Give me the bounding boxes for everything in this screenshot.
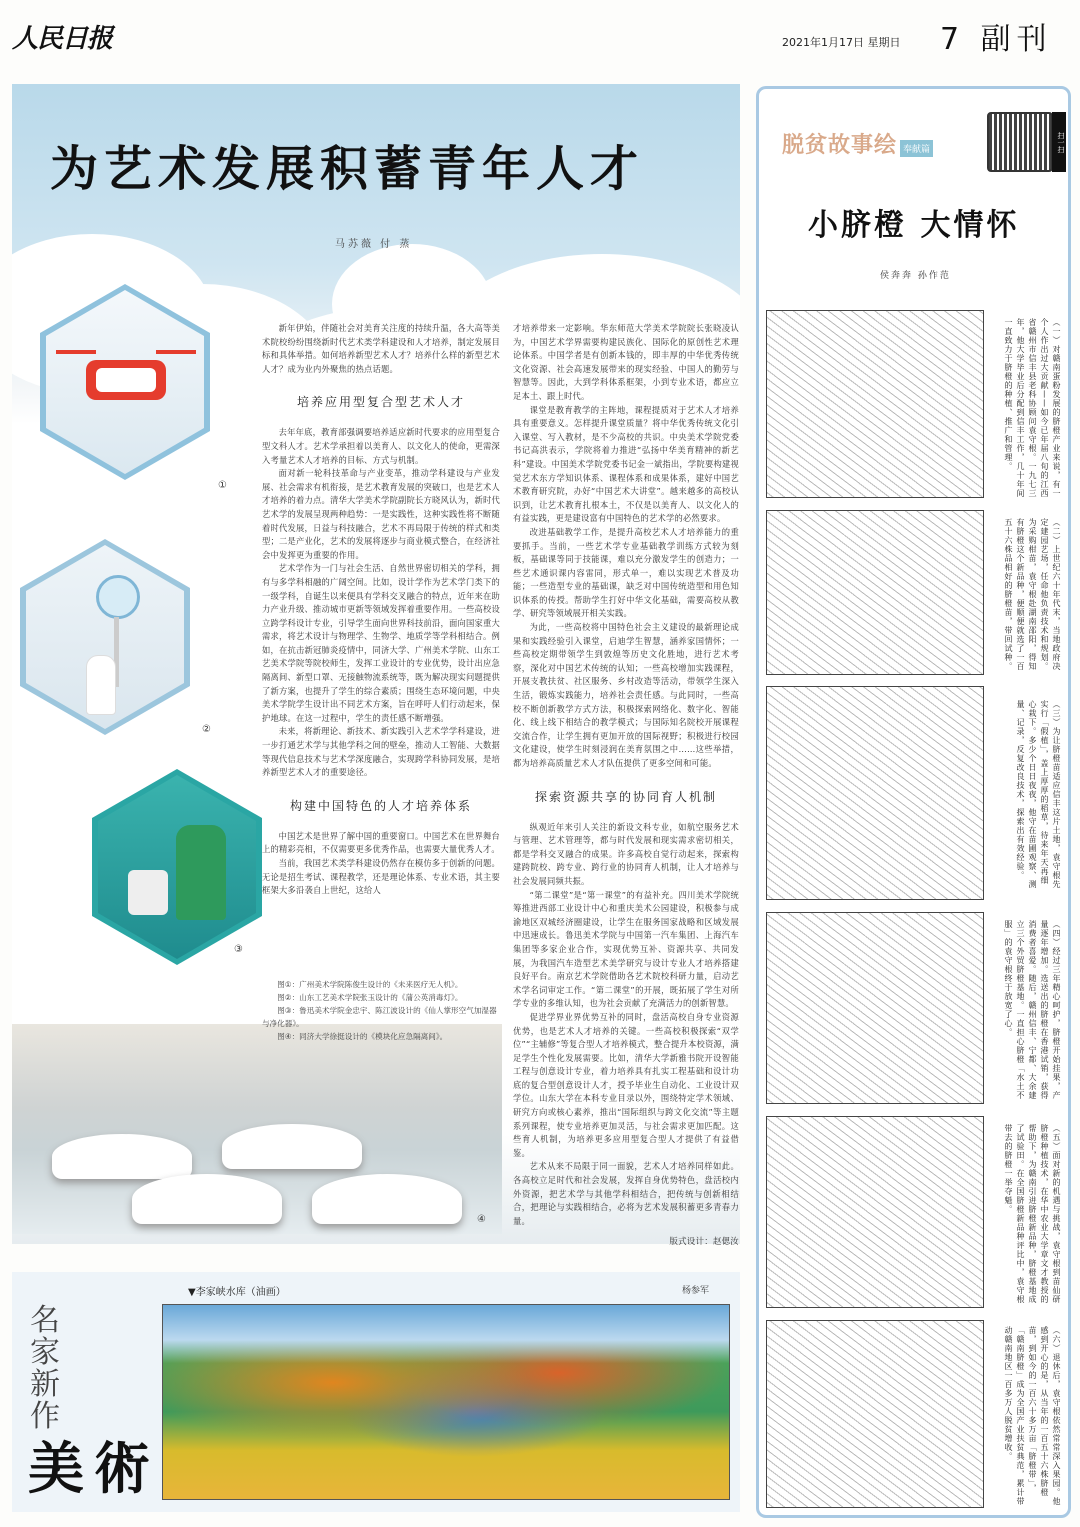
figure-2-lamp <box>20 539 190 735</box>
sketch-panel-2 <box>766 510 984 675</box>
qr-code-icon[interactable] <box>987 112 1053 172</box>
newspaper-logo: 人民日报 <box>12 24 113 54</box>
column-brand-tag: 奉献篇 <box>900 140 933 157</box>
story-byline: 侯奔奔 孙作范 <box>880 271 951 281</box>
column-title-small: 名家新作 <box>30 1303 60 1434</box>
figure-3-humidifier <box>92 769 262 965</box>
painting-artist: 杨参军 <box>682 1286 710 1296</box>
caption: 图②：山东工艺美术学院张玉设计的《蒲公英消毒灯》。 <box>277 993 463 1002</box>
paragraph: 课堂是教育教学的主阵地，课程提质对于艺术人才培养具有重要意义。怎样提升课堂质量？将中华优秀传统文化引入课堂、写入教材，是不少高校的共识。中央美术学院党委书记高洪表示，学院将着力推进“弘扬中华美育精神的新艺科”建设。中国美术学院党委书记金一斌指出，学院要构建视觉艺术东方学知识体系、课程体系和成果体系，建好中国艺术教育研究院，办好“中国艺术大讲堂”。越来越多的高校认识到，让艺术教育扎根本土，不仅是以美育人、以文化人的有益实践，更是建设富有中国特色的艺术学的必然要求。 <box>513 404 739 524</box>
sketch-panel-6 <box>766 1320 984 1508</box>
sketch-panel-3 <box>766 686 984 900</box>
qr-scan-label: 扫一扫 <box>1052 112 1066 172</box>
paragraph: 才培养带来一定影响。华东师范大学美术学院院长张晓凌认为，中国艺术学界需要构建民族化、国际化的原创性艺术理论体系。中国学者是有创新本钱的，即丰厚的中华优秀传统文化资源、社会高速发展带来的现实经验、中国人的勤劳与智慧等。因此，大到学科体系框架，小到专业术语，都应立足本土、跟上时代。 <box>513 323 739 401</box>
paragraph: 未来，将新理论、新技术、新实践引入艺术学学科建设，进一步打通艺术学与其他学科之间的壁垒，推动人工智能、大数据等现代信息技术与艺术学深度融合，实现跨学科协同发展，是培养新型艺术人才的重要途径。 <box>262 726 500 778</box>
intro-paragraph: 新年伊始，伴随社会对美育关注度的持续升温，各大高等美术院校纷纷围绕新时代艺术类学科建设和人才培养，制定发展目标和具体举措。如何培养新型艺术人才？培养什么样的新型艺术人才？成为业内外聚焦的热点话题。 <box>262 323 500 374</box>
paragraph: 艺术学作为一门与社会生活、自然世界密切相关的学科，拥有与多学科相融的广阔空间。比如，设计学作为艺术学门类下的一级学科，自诞生以来便具有学科交叉融合的特点，近年来在助力产业升级、推动城市更新等领域发挥着重要作用。一些高校设立跨学科设计专业，引导学生面向世界科技前沿，面向国家重大需求，将艺术设计与物理学、生物学、地质学等学科相结合。例如，在抗击新冠肺炎疫情中，同济大学、广州美术学院、山东工艺美术学院等院校师生，发挥工业设计的专业优势，设计出应急隔离间、新型口罩、无接触物流系统等，既为解决现实问题提供了新方案，也提升了学生的综合素质；围绕生态环境问题，中央美术学院学生设计出不同艺术方案，旨在呼吁人们行动起来，保护地球。在这一过程中，学生的责任感不断增强。 <box>262 563 500 723</box>
paragraph: 改进基础教学工作，是提升高校艺术人才培养能力的重要抓手。当前，一些艺术学专业基础教学训练方式较为刻板，基础课等同于技能课，难以充分激发学生的创造力；一些艺术通识课内容雷同，形式单一，难以实现艺术普及功能；一些造型专业的基础课，缺乏对中国传统造型和用色知识体系的传授。帮助学生打好中华文化基础，需要高校从教学、研究等领域展开相关实践。 <box>513 526 739 619</box>
painting-caption: ▼李家峡水库（油画） <box>188 1287 286 1298</box>
paragraph: 艺术从来不局限于同一面貌，艺术人才培养同样如此。各高校立足时代和社会发展，发挥自身优势特色，盘活校内外资源，把艺术学与其他学科相结合，把传统与创新相结合，把理论与实践相结合，必将为艺术发展积蓄更多青春力量。 <box>513 1161 739 1226</box>
story-title: 小脐橙 大情怀 <box>808 208 1020 243</box>
section-heading: 培养应用型复合型艺术人才 <box>296 395 465 410</box>
section-heading: 构建中国特色的人才培养体系 <box>289 798 472 813</box>
oil-painting-image <box>162 1304 730 1500</box>
caption: 图①：广州美术学院陈俊生设计的《未来医疗无人机》。 <box>277 980 463 989</box>
panel-caption-5: （五）面对新的机遇与挑战，袁守根到苗仙研脐橙种植技术，在华中农业大学章文才教授的帮助下，为赣南引进脐橙新品种，脐橙基地成了试验田。在全国脐橙新品种评比中，袁守根带去的脐橙一举夺魁。 <box>1004 1124 1061 1304</box>
figure-label-2: ② <box>202 724 211 735</box>
panel-caption-3: （三）为让脐橙苗适应信丰这片土地，袁守根先实行「假植」，盖上厚厚的稻草，待来年天再细心栽下。多少个日日夜夜，他守在苗圃观察、测量、记录，反复改良技术，探索出有效经验。 <box>1016 700 1061 889</box>
article-column-2 <box>513 322 739 1250</box>
paragraph: “第二课堂”是“第一课堂”的有益补充。四川美术学院统筹推进西部工业设计中心和重庆美术公园建设，积极参与成渝地区双城经济圈建设，让学生在服务国家战略和区域发展中迅速成长。鲁迅美术学院与中国第一汽车集团、上海汽车集团等多家企业合作，实现优势互补、资源共享、共同发展，为我国汽车造型艺术美学研究与设计专业人才培养搭建良好平台。南京艺术学院借助各艺术院校科研力量，启动艺术学名词审定工作。“第二课堂”的开展，既拓展了学生对所学专业的多维认知，也为社会贡献了充满活力的创新智慧。 <box>513 889 739 1009</box>
sketch-panel-4 <box>766 912 984 1104</box>
figure-4-isolation-room <box>12 1024 502 1234</box>
paragraph: 当前，我国艺术类学科建设仍然存在模仿多于创新的问题。无论是招生考试、课程教学，还是理论体系、专业术语，其主要框架大多沿袭自上世纪，这给人 <box>262 858 500 896</box>
panel-caption-1: （一）对赣南蛋粉发展的脐橙产业来说，有一个人作出过大贡献——如今已年届八旬的江西省赣州市信丰县老科协顾问袁守根。一九七三年，他大学毕业后分配到信丰工作，几十年间一直致力于脐橙的种植、推广和管理。 <box>1004 318 1061 498</box>
panel-caption-6: （六）退休后，袁守根依然常常深入果园。他感到开心的是，从当年的一百五十六株脐橙苗，到如今的一百六十多万亩「脐橙带」，「赣南脐橙」成为全国产业扶贫典范，累计带动赣南地区一百多万人脱贫增收。 <box>1004 1326 1061 1506</box>
column-title-large: 美術 <box>28 1436 160 1502</box>
figure-captions <box>262 978 500 1043</box>
issue-date: 2021年1月17日 星期日 <box>782 36 901 49</box>
paragraph: 为此，一些高校将中国特色社会主义建设的最新理论成果和实践经验引入课堂，启迪学生智慧，涵养家国情怀；一些高校定期带领学生到敦煌等历史文化胜地，进行艺术考察，深化对中国艺术传统的认知；一些高校增加实践课程，开展支教扶贫、社区服务、乡村改造等活动，带领学生深入生活，锻炼实践能力，培养社会责任感。与此同时，一些高校不断创新教学方式方法，积极探索网络化、数字化、智能化、线上线下相结合的教学模式；与国际知名院校开展课程交流合作，让学生拥有更加开放的国际视野；积极进行校园文化建设，使学生时刻浸润在美育氛围之中……这些举措，都为培养高质量艺术人才队伍提供了更多空间和可能。 <box>513 622 739 768</box>
figure-label-3: ③ <box>234 944 243 955</box>
paragraph: 纵观近年来引人关注的新设文科专业，如航空服务艺术与管理、艺术管理等，都与时代发展和现实需求密切相关，都是学科交叉融合的成果。许多高校自觉行动起来，探索构建跨院校、跨专业、跨行业的协同育人机制，让人才培养与社会发展同频共振。 <box>513 821 739 886</box>
layout-credit: 版式设计：赵偲汝 <box>669 1237 739 1248</box>
sketch-panel-1 <box>766 310 984 498</box>
sketch-panel-5 <box>766 1116 984 1308</box>
figure-label-4: ④ <box>477 1214 486 1225</box>
paragraph: 去年年底，教育部强调要培养适应新时代要求的应用型复合型文科人才。艺术学承担着以美育人、以文化人的使命，更需深入考量艺术人才培养的目标、方式与机制。 <box>262 427 500 465</box>
article-headline: 为艺术发展积蓄青年人才 <box>50 141 645 197</box>
column-brand: 脱贫故事绘 <box>782 133 898 158</box>
panel-caption-4: （四）经过三年精心呵护，脐橙开始挂果，产量逐年增加。选送出的脐橙在香港试销，获得消费者喜爱。随后，赣州信丰、宁都、大余建立三个外贸脐橙基地。一直担心脐橙「水土不服」的袁守根终于放宽了心。 <box>1004 920 1061 1100</box>
figure-label-1: ① <box>218 480 227 491</box>
paragraph: 促进学界业界优势互补的同时，盘活高校自身专业资源优势，也是艺术人才培养的关键。一些高校积极探索“双学位”“主辅修”等复合型人才培养模式，整合提升本校资源，满足学生个性化发展需要。比如，清华大学新雅书院开设智能工程与创意设计专业，着力培养具有扎实工程基础和设计功底的复合型创意设计人才，授予毕业生自动化、工业设计双学位。山东大学在本科专业目录以外，围绕特定学术领域、研究方向或核心素养，推出“国际组织与跨文化交流”等主题系列课程，使专业培养更加灵活，与社会需求更加匹配。这些育人机制，为培养更多应用型复合型人才提供了有益借鉴。 <box>513 1011 739 1158</box>
paragraph: 中国艺术是世界了解中国的重要窗口。中国艺术在世界舞台上的精彩亮相，不仅需要更多优秀作品，也需要大量优秀人才。 <box>262 830 500 855</box>
paragraph: 面对新一轮科技革命与产业变革，推动学科建设与产业发展、社会需求有机衔接，是艺术教育发展的突破口，也是艺术人才培养的着力点。清华大学美术学院副院长方晓风认为，新时代艺术学的发展呈现两种趋势：一是实践性，这种实践性将不断随着时代发展，日益与科技融合，艺术不再局限于传统的样式和类型；二是产业化，艺术的发展将逐步与商业模式整合，在经济社会中发挥更为重要的作用。 <box>262 468 500 560</box>
caption: 图③：鲁迅美术学院金忠宇、陈江波设计的《仙人掌形空气加湿器与净化器》。 <box>262 1006 497 1028</box>
article-byline: 马苏薇 付 蒸 <box>335 239 413 250</box>
article-column-1 <box>262 322 500 898</box>
caption: 图④：同济大学徐挺设计的《模块化应急隔离间》。 <box>277 1032 448 1041</box>
page-number: 7 副刊 <box>940 22 1053 57</box>
panel-caption-2: （二）上世纪六十年代末，当地政府决定建园艺场，任命他负责技术和规划。为采购柑苗，袁守根赴湖南邵阳，得知有脐橙这个新品种，便顺便就选了一百五十六株品相好的脐橙苗，带回试种。 <box>1004 518 1061 671</box>
section-heading: 探索资源共享的协同育人机制 <box>534 789 717 804</box>
